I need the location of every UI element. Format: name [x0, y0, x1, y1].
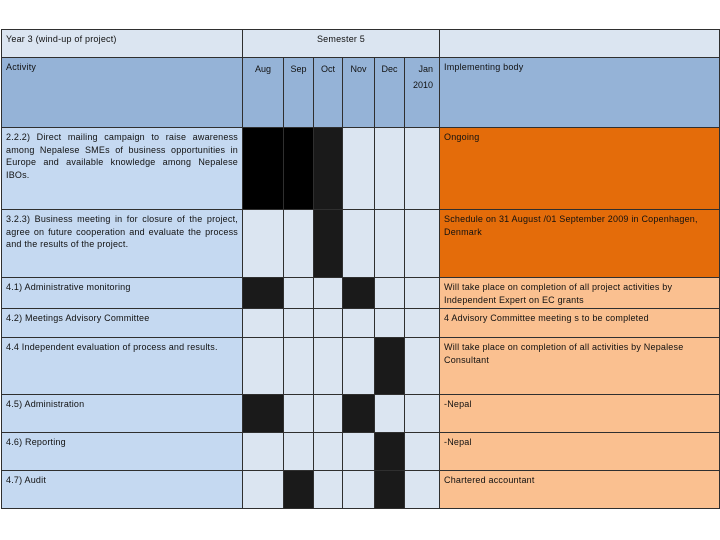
implementing-text: -Nepal [444, 437, 472, 447]
month-aug: Aug [254, 64, 271, 74]
table-row [2, 278, 720, 309]
semester-label: Semester 5 [316, 34, 366, 44]
schedule-cell-dec [375, 471, 405, 509]
schedule-cell-oct [314, 128, 343, 210]
header-row-columns [2, 58, 720, 128]
schedule-cell-aug [243, 309, 284, 338]
schedule-cell-nov [343, 278, 375, 309]
schedule-cell-oct [314, 210, 343, 278]
schedule-cell-aug [243, 471, 284, 509]
month-header-cell [314, 58, 343, 128]
schedule-cell-oct [314, 433, 343, 471]
schedule-cell-dec [375, 128, 405, 210]
schedule-cell-jan [405, 128, 440, 210]
implementing-text: Schedule on 31 August /01 September 2009 in Copenhagen, Denmark [444, 214, 698, 237]
schedule-cell-jan [405, 433, 440, 471]
schedule-cell-aug [243, 395, 284, 433]
activity-text: 2.2.2) Direct mailing campaign to raise awareness among Nepalese SMEs of business opportunities in Europe and available knowledge among Nepalese IBOs. [6, 132, 238, 180]
month-header-cell [343, 58, 375, 128]
schedule-cell-nov [343, 309, 375, 338]
table-row [2, 128, 720, 210]
schedule-cell-nov [343, 471, 375, 509]
month-sep: Sep [290, 64, 307, 74]
schedule-cell-oct [314, 338, 343, 395]
schedule-cell-sep [284, 309, 314, 338]
schedule-cell-oct [314, 395, 343, 433]
activity-text: 4.7) Audit [6, 475, 47, 485]
activity-header: Activity [6, 62, 37, 72]
activity-cell [2, 278, 243, 309]
schedule-cell-oct [314, 278, 343, 309]
schedule-cell-dec [375, 338, 405, 395]
month-header-cell [284, 58, 314, 128]
month-header-cell [243, 58, 284, 128]
year-label: Year 3 (wind-up of project) [6, 34, 117, 44]
schedule-cell-sep [284, 278, 314, 309]
activity-cell [2, 395, 243, 433]
schedule-cell-aug [243, 433, 284, 471]
schedule-cell-aug [243, 338, 284, 395]
implementing-cell [440, 210, 720, 278]
month-header-cell [405, 58, 440, 128]
schedule-cell-aug [243, 278, 284, 309]
schedule-cell-sep [284, 338, 314, 395]
implementing-text: Ongoing [444, 132, 480, 142]
schedule-cell-nov [343, 210, 375, 278]
activity-text: 4.6) Reporting [6, 437, 66, 447]
implementing-text: -Nepal [444, 399, 472, 409]
schedule-cell-dec [375, 309, 405, 338]
schedule-cell-dec [375, 395, 405, 433]
schedule-cell-aug [243, 210, 284, 278]
activity-text: 4.2) Meetings Advisory Committee [6, 313, 150, 323]
schedule-cell-sep [284, 128, 314, 210]
schedule-cell-sep [284, 433, 314, 471]
activity-cell [2, 128, 243, 210]
schedule-cell-oct [314, 309, 343, 338]
month-oct: Oct [320, 64, 335, 74]
schedule-cell-sep [284, 210, 314, 278]
implementing-text: Chartered accountant [444, 475, 535, 485]
implementing-cell [440, 395, 720, 433]
activity-cell [2, 471, 243, 509]
schedule-cell-nov [343, 128, 375, 210]
implementing-cell [440, 471, 720, 509]
activity-text: 4.5) Administration [6, 399, 85, 409]
schedule-cell-nov [343, 433, 375, 471]
schedule-cell-jan [405, 395, 440, 433]
activity-cell [2, 309, 243, 338]
month-nov: Nov [350, 64, 367, 74]
implementing-cell [440, 433, 720, 471]
schedule-cell-oct [314, 471, 343, 509]
table-row [2, 471, 720, 509]
schedule-table [1, 29, 720, 509]
schedule-cell-aug [243, 128, 284, 210]
implementing-text: Will take place on completion of all project activities by Independent Expert on EC grants [444, 282, 673, 305]
schedule-cell-nov [343, 338, 375, 395]
implementing-header: Implementing body [444, 62, 524, 72]
blank-header-cell [440, 30, 720, 58]
month-header-cell [375, 58, 405, 128]
schedule-cell-jan [405, 210, 440, 278]
activity-cell [2, 433, 243, 471]
implementing-cell [440, 338, 720, 395]
activity-cell [2, 210, 243, 278]
header-row-year [2, 30, 720, 58]
activity-text: 4.4 Independent evaluation of process and results. [6, 342, 218, 352]
implementing-cell [440, 128, 720, 210]
table-row [2, 210, 720, 278]
implementing-cell [440, 309, 720, 338]
schedule-cell-jan [405, 338, 440, 395]
table-row [2, 395, 720, 433]
implementing-cell [440, 278, 720, 309]
activity-text: 4.1) Administrative monitoring [6, 282, 131, 292]
table-row [2, 338, 720, 395]
semester-cell [243, 30, 440, 58]
implementing-text: Will take place on completion of all activities by Nepalese Consultant [444, 342, 684, 365]
implementing-header-cell [440, 58, 720, 128]
table-row [2, 433, 720, 471]
month-jan: Jan [418, 64, 433, 74]
schedule-cell-dec [375, 433, 405, 471]
schedule-cell-dec [375, 210, 405, 278]
schedule-cell-dec [375, 278, 405, 309]
schedule-cell-nov [343, 395, 375, 433]
schedule-cell-sep [284, 471, 314, 509]
jan-year: 2010 [412, 80, 433, 90]
schedule-cell-jan [405, 278, 440, 309]
year-cell [2, 30, 243, 58]
month-dec: Dec [381, 64, 398, 74]
activity-header-cell [2, 58, 243, 128]
table-row [2, 309, 720, 338]
schedule-cell-sep [284, 395, 314, 433]
activity-cell [2, 338, 243, 395]
schedule-cell-jan [405, 471, 440, 509]
implementing-text: 4 Advisory Committee meeting s to be completed [444, 313, 649, 323]
activity-text: 3.2.3) Business meeting in for closure of the project, agree on future cooperation and evaluate the process and the results of the project. [6, 214, 238, 249]
schedule-cell-jan [405, 309, 440, 338]
